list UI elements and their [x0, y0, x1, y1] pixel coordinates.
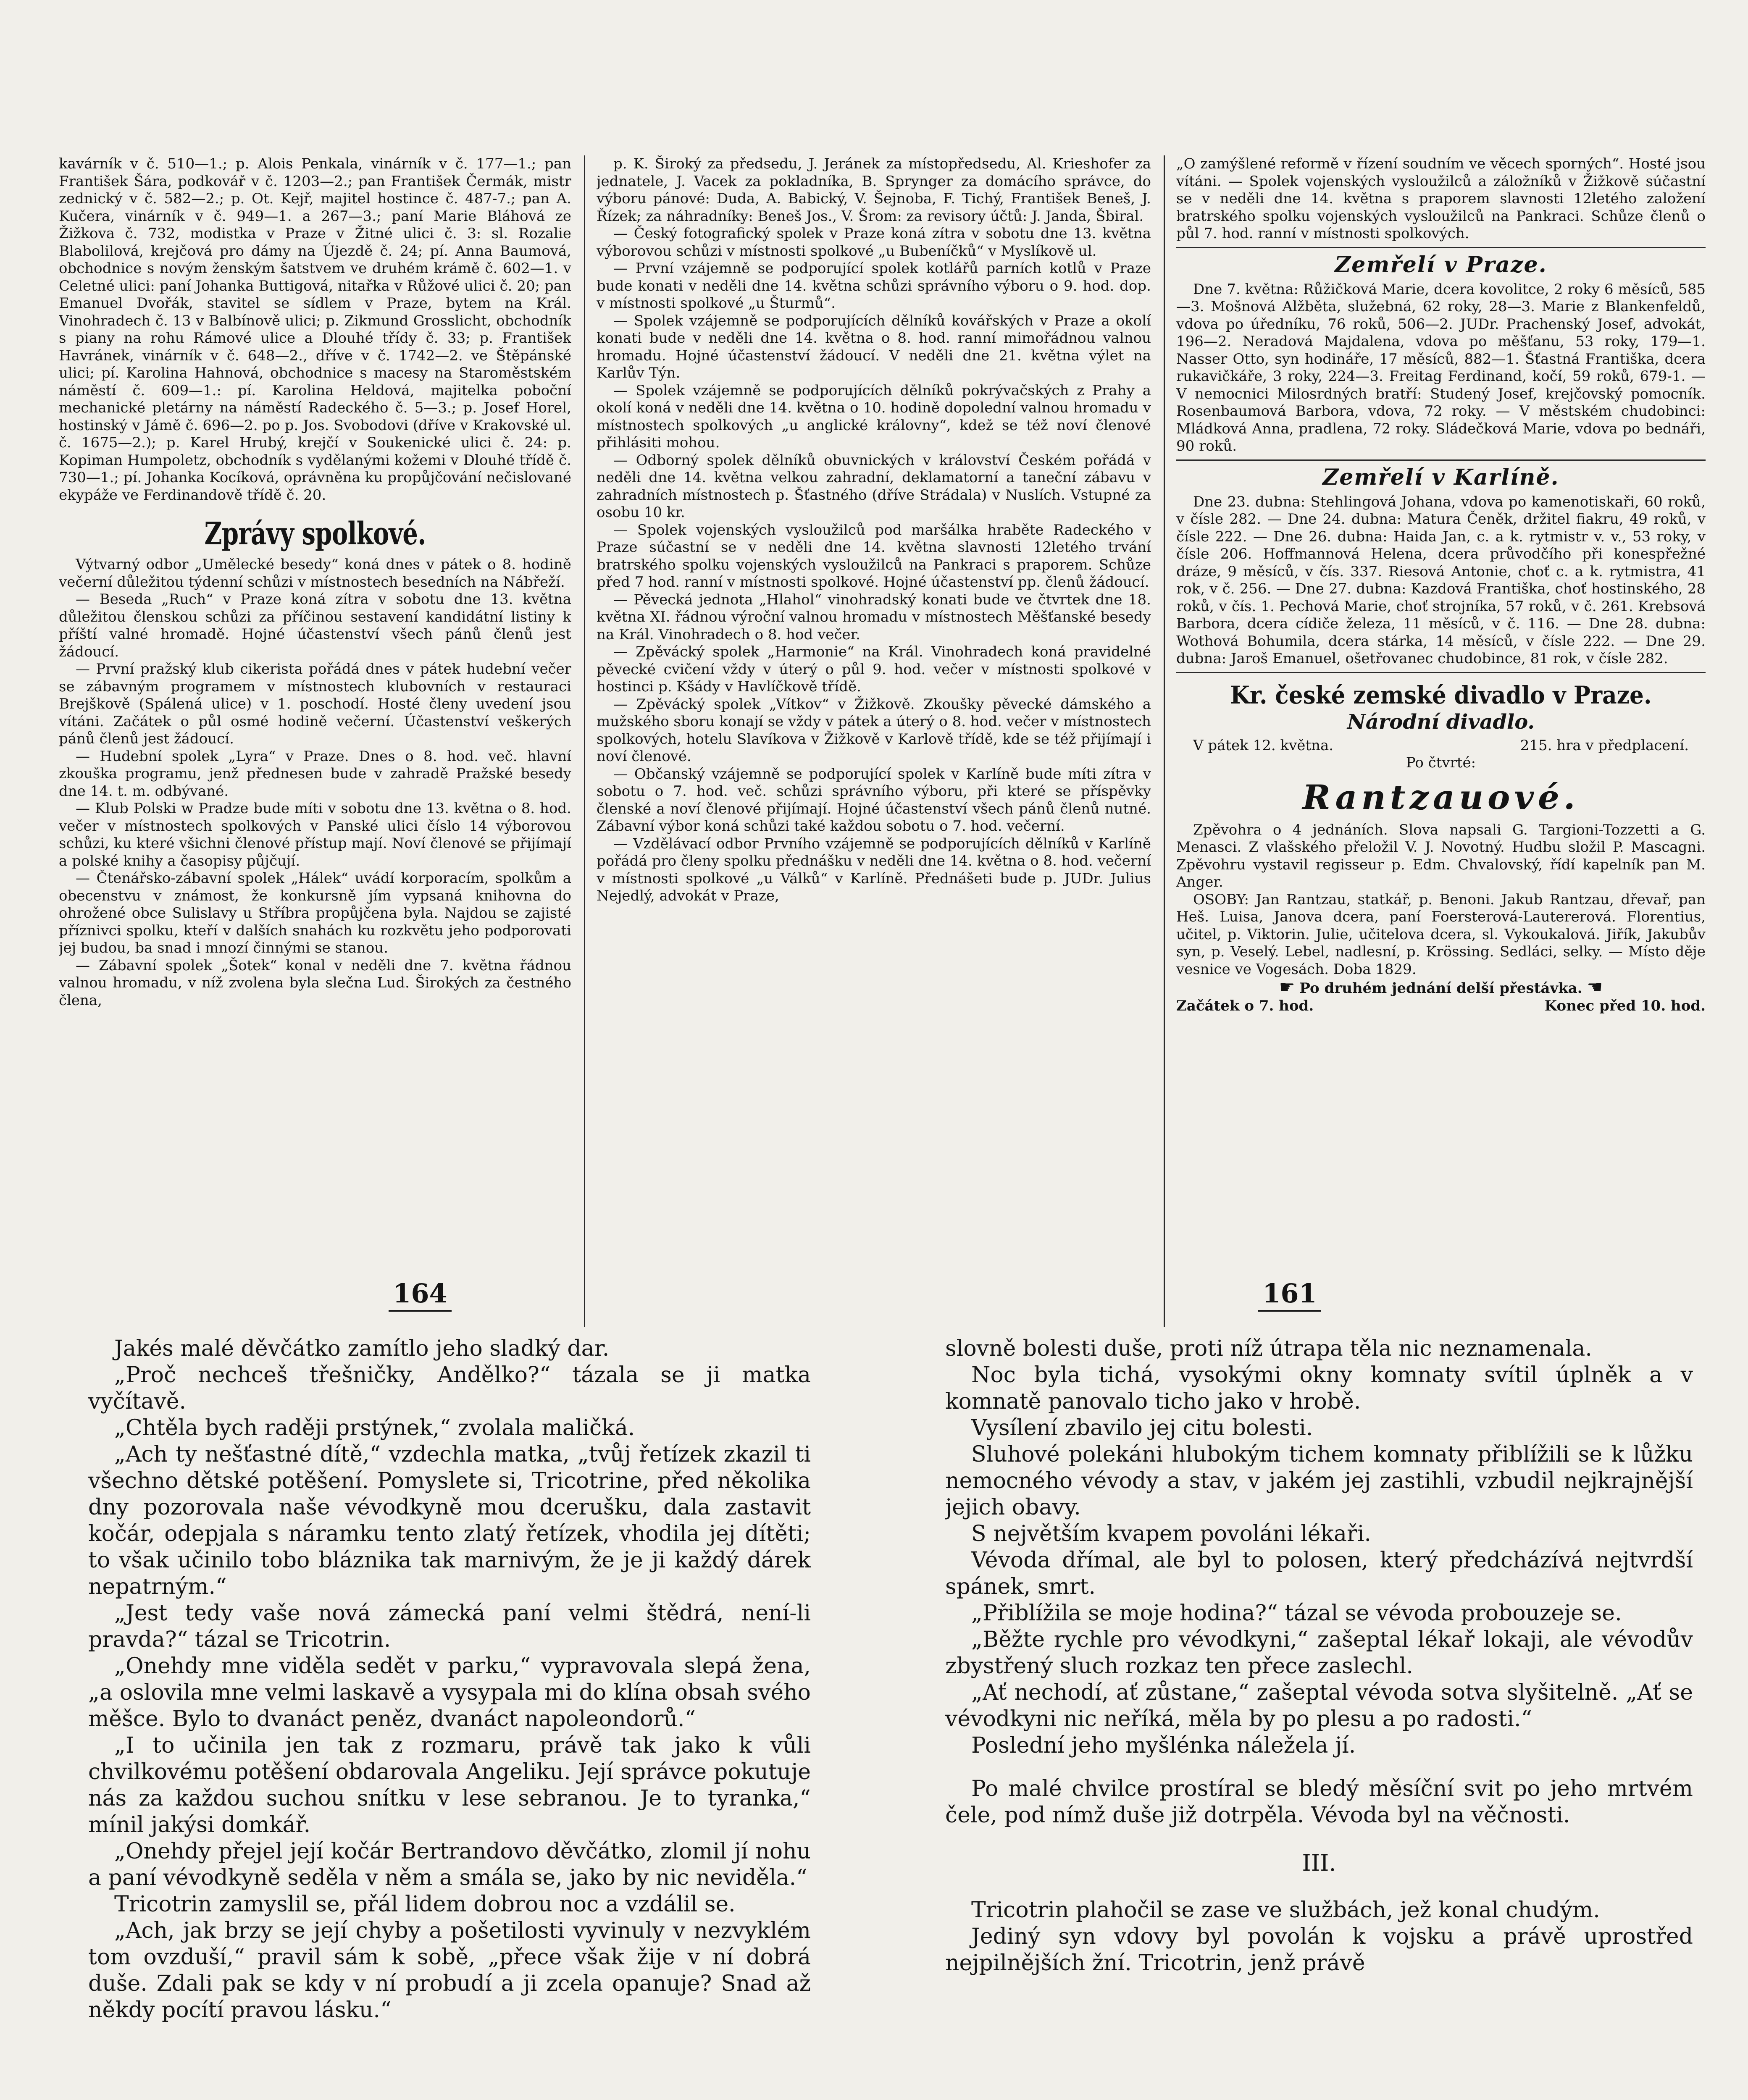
association-news-item: — Beseda „Ruch“ v Praze koná zítra v sobotu dne 13. května důležitou členskou schůzi za příčinou sestavení kandidátní listiny k příští valné hromadě. Hojné účastenství všech pánů členů jest žádoucí. [59, 591, 571, 660]
association-news-item: — Odborný spolek dělníků obuvnických v království Českém pořádá v neděli dne 14. května velkou zahradní, deklamatorní a taneční zábavu v zahradních místnostech p. Šťastného (dříve Strádala) v Nuslích. Vstupné za osobu 10 kr. [597, 452, 1151, 521]
page-number-underline [389, 1310, 452, 1312]
theatre-subtitle: Národní divadlo. [1347, 710, 1535, 734]
association-news-item: — Pěvecká jednota „Hlahol“ vinohradský konati bude ve čtvrtek dne 18. května XI. řádnou výroční valnou hromadu v místnostech Měšťanské besedy na Král. Vinohradech o 8. hod večer. [597, 591, 1151, 643]
association-news-item: — Zábavní spolek „Šotek“ konal v neděli dne 7. května řádnou valnou hromadu, v níž zvolena byla slečna Lud. Širokých za čestného člena, [59, 957, 571, 1009]
book-paragraph: „Ach, jak brzy se její chyby a pošetilosti vyvinuly v nezvyklém tom ovzduší,“ pravil sám k sobě, „přece však žije v ní dobrá duše. Zdali pak se kdy v ní probudí a ji zcela opanuje? Snad až někdy pocítí pravou lásku.“ [88, 1918, 811, 2023]
association-news-continued: „O zamýšlené reformě v řízení soudním ve věcech sporných“. Hosté jsou vítáni. — Spolek vojenských vysloužilců a záložníků v Žižkově súčastní se v neděli dne 14. května s praporem slavnosti 12letého založení bratrského spolku vojenských vysloužilců na Pankraci. Schůze členů o půl 7. hod. ranní v místnosti spolkových. [1176, 155, 1706, 242]
book-paragraph: „I to učinila jen tak z rozmaru, právě tak jako k vůli chvilkovému potěšení obdarovala Angeliku. Její správce pokutuje nás za každou suchou snítku v lese sebranou. Je to tyranka,“ mínil jakýsi domkář. [88, 1733, 811, 1838]
book-paragraph: Po malé chvilce prostíral se bledý měsíční svit po jeho mrtvém čele, pod nímž duše již dotrpěla. Vévoda byl na věčnosti. [945, 1776, 1693, 1828]
section-heading-spolkove: Zprávy spolkové. [204, 516, 426, 552]
book-paragraph: „Jest tedy vaše nová zámecká paní velmi štědrá, není-li pravda?“ tázal se Tricotrin. [88, 1601, 811, 1652]
book-page-right [945, 1336, 1693, 2100]
paragraph-gap [945, 1759, 1693, 1776]
book-paragraph: „Přiblížila se moje hodina?“ tázal se vévoda probouzeje se. [971, 1601, 1622, 1626]
book-paragraph: Jakés malé děvčátko zamítlo jeho sladký dar. [114, 1336, 610, 1361]
association-news-item: — První pražský klub cikerista pořádá dnes v pátek hudební večer se zábavným programem v místnostech klubovních v restauraci Brejškově (Spálená ulice) v 1. poschodí. Hosté členy uvedení jsou vítáni. Začátek o půl osmé hodině večerní. Účastenství veškerých pánů členů jest žádoucí. [59, 661, 571, 747]
book-paragraph: Jediný syn vdovy byl povolán k vojsku a právě uprostřed nejpilnějších žní. Tricotrin, jenž právě [945, 1924, 1693, 1976]
page-number-underline [1258, 1310, 1321, 1312]
trade-register-text: kavárník v č. 510—1.; p. Alois Penkala, vinárník v č. 177—1.; pan František Šára, podkovář v č. 1203—2.; pan František Čermák, mistr zednický v č. 582—2.; p. Ot. Kejř, majitel hostince č. 487-7.; pan A. Kučera, vinárník v č. 949—1. a 267—3.; paní Marie Bláhová ze Žižkova č. 732, modistka v Praze v Žitné ulici č. 3: sl. Rozalie Blabolilová, krejčová pro dámy na Újezdě č. 24; pí. Anna Baumová, obchodnice s novým ženským šatstvem ve druhém krámě č. 602—1. v Celetné ulici: paní Johanka Buttigová, nitařka v Růžové ulici č. 20; pan Emanuel Dvořák, stavitel se sídlem v Praze, bytem na Král. Vinohradech č. 13 v Balbínově ulici; p. Zikmund Grosslicht, obchodník s piany na rohu Rámové ulice a Dlouhé třídy č. 33; p. František Havránek, vinárník v č. 648—2., dříve v č. 1742—2. ve Štěpánské ulici; pí. Karolina Hahnová, obchodnice s macesy na Staroměstském náměstí č. 609—1.: pí. Karolina Heldová, majitelka poboční mechanické pletárny na náměstí Radeckého č. 5—3.; p. Josef Horel, hostinský v Jámě č. 696—2. po p. Jos. Svobodovi (dříve v Krakovské ul. č. 1675—2.); p. Karel Hrubý, krejčí v Soukenické ulici č. 24: p. Kopiman Humpoletz, obchodník s vydělanými kožemi v Dlouhé třídě č. 730—1.; pí. Johanka Kocíková, oprávněna ku propůjčování nečislované ekypáže ve Ferdinandově třídě č. 20. [59, 155, 571, 504]
horizontal-rule [1176, 247, 1706, 248]
book-paragraph: Noc byla tichá, vysokými okny komnaty svítil úplněk a v komnatě panovalo ticho jako v hrobě. [945, 1362, 1693, 1414]
book-paragraph: slovně bolesti duše, proti níž útrapa těla nic neznamenala. [945, 1336, 1592, 1361]
horizontal-rule [1176, 459, 1706, 461]
association-news-item: — Hudební spolek „Lyra“ v Praze. Dnes o 8. hod. več. hlavní zkouška programu, jenž přednesen bude v zahradě Pražské besedy dne 14. t. m. odbývané. [59, 748, 571, 800]
association-news-item: — Spolek vojenských vysloužilců pod maršálka hraběte Radeckého v Praze súčastní se v neděli dne 14. května slavnosti 12letého trvání bratrského spolku vojenských vysloužilců na Pankraci s praporem. Schůze před 7 hod. ranní v místnosti spolkové. Hojné účastenství pp. členů žádoucí. [597, 521, 1151, 591]
association-news-list [59, 556, 571, 1009]
book-page-left [88, 1336, 811, 2100]
association-news-item: Výtvarný odbor „Umělecké besedy“ koná dnes v pátek o 8. hodině večerní důležitou týdenní schůzi v místnostech besedních na Nábřeží. [59, 556, 571, 591]
book-paragraph: „Ach ty nešťastné dítě,“ vzdechla matka, „tvůj řetízek zkazil ti všechno dětské potěšení. Pomyslete si, Tricotrine, před několika dny pozorovala naše vévodkyně mou dcerušku, dala zastavit kočár, odepjala s náramku tento zlatý řetízek, vhodila jej dítěti; to však učinilo tobo bláznika tak marnivým, že je ji každý dárek nepatrným.“ [88, 1442, 811, 1599]
association-news-item: — Občanský vzájemně se podporující spolek v Karlíně bude míti zítra v sobotu o 7. hod. več. schůzi správního výboru, při které se příspěvky členské a noví členové přijímají. Hojné účastenství všech pánů členů nutné. Zábavní výbor koná schůzi také každou sobotu o 7. hod. večerní. [597, 765, 1151, 835]
news-column-2 [597, 155, 1151, 1327]
book-paragraph: „Proč nechceš třešničky, Andělko?“ tázala se ji matka vyčítavě. [88, 1362, 811, 1414]
association-news-item: p. K. Široký za předsedu, J. Jeránek za místopředsedu, Al. Krieshofer za jednatele, J. Vacek za pokladníka, B. Sprynger za domácího správce, do výboru pánové: Duda, A. Babický, V. Šejnoba, F. Tichý, František Beneš, J. Řízek; za náhradníky: Beneš Jos., V. Šrom: za revisory účtů: J. Janda, Šbiral. [597, 155, 1151, 225]
association-news-list-2 [597, 155, 1151, 905]
book-right-paragraphs-b [945, 1776, 1693, 1829]
horizontal-rule [1176, 672, 1706, 673]
deaths-karlin-text: Dne 23. dubna: Stehlingová Johana, vdova po kamenotiskaři, 60 roků, v čísle 282. — Dne 24. dubna: Matura Čeněk, držitel fiakru, 49 roků, v čísle 222. — Dne 26. dubna: Haida Jan, c. a k. rytmistr v. v., 53 roky, v čísle 206. Hoffmannová Helena, dcera průvodčího při konespřežné dráze, 9 měsíců, v čís. 337. Riesová Antonie, choť c. a k. rytmistra, 41 rok, v č. 256. — Dne 27. dubna: Kazdová Františka, choť hostinského, 28 roků, v čís. 1. Pechová Marie, choť strojníka, 57 roků, v č. 261. Krebsová Barbora, dcera cídiče železa, 11 měsíců, v č. 116. — Dne 28. dubna: Wothová Bohumila, dcera stárka, 14 měsíců, v čísle 222. — Dne 29. dubna: Jaroš Emanuel, ošetřovanec chudobince, 81 rok, v čísle 282. [1176, 493, 1706, 667]
deaths-prague-text: Dne 7. května: Růžičková Marie, dcera kovolitce, 2 roky 6 měsíců, 585—3. Mošnová Alžběta, služebná, 62 roky, 28—3. Marie z Blankenfeldů, vdova po úředníku, 76 roků, 506—2. JUDr. Prachenský Josef, advokát, 196—2. Neradová Majdalena, vdova po měšťanu, 53 roky, 179—1. Nasser Otto, syn hodináře, 17 měsíců, 882—1. Šťastná Františka, dcera rukavičkáře, 3 roky, 224—3. Freitag Ferdinand, kočí, 59 roků, 679-1. — V nemocnici Milosrdných bratří: Studený Josef, krejčovský pomocník. Rosenbaumová Barbora, vdova, 72 roky. — V městském chudobinci: Mládková Anna, pradlena, 72 roky. Sládečková Marie, vdova po bednáři, 90 roků. [1176, 281, 1706, 454]
pointing-hand-icon: ☛ [1279, 976, 1295, 997]
book-paragraph: Tricotrin plahočil se zase ve službách, jež konal chudým. [971, 1898, 1600, 1923]
news-column-1 [59, 155, 571, 1327]
book-paragraph: „Ať nechodí, ať zůstane,“ zašeptal vévoda sotva slyšitelně. „Ať se vévodkyni nic neříká, měla by po plesu a po radosti.“ [945, 1680, 1693, 1732]
book-paragraph: Vévoda dřímal, ale byl to polosen, který předcházívá nejtvrdší spánek, smrt. [945, 1548, 1693, 1599]
theatre-cast: OSOBY: Jan Rantzau, statkář, p. Benoni. Jakub Rantzau, dřevař, pan Heš. Luisa, Janova dcera, paní Foersterová-Lautererová. Florentius, učitel, p. Viktorin. Julie, učitelova dcera, sl. Vykoukalová. Jiřík, Jakubův syn, p. Veselý. Lebel, nadlesní, p. Krössing. Sedláci, selky. — Místo děje vesnice ve Vogesách. Doba 1829. [1176, 891, 1706, 978]
theatre-description: Zpěvohra o 4 jednáních. Slova napsali G. Targioni-Tozzetti a G. Menasci. Z vlašského přeložil V. J. Novotný. Hudbu složil P. Mascagni. Zpěvohru vystavil regisseur p. Edm. Chvalovský, řídí kapelník pan M. Anger. [1176, 821, 1706, 890]
book-paragraph: Tricotrin zamyslil se, přál lidem dobrou noc a vzdálil se. [114, 1892, 736, 1917]
theatre-play-title: Rantzauové. [1302, 777, 1580, 817]
pointing-hand-icon: ☚ [1587, 976, 1603, 997]
theatre-date: V pátek 12. května. [1193, 737, 1334, 754]
news-column-3 [1176, 155, 1706, 1327]
book-right-paragraphs-c [945, 1897, 1693, 1977]
association-news-item: — Čtenářsko-zábavní spolek „Hálek“ uvádí korporacím, spolkům a obecenstvu v známost, že konkursně jím vypsaná knihovna do ohrožené obce Sulislavy u Stříbra propůjčena byla. Najdou se zajisté příznivci spolku, kteří v dalších snahách ku rozkvětu jeho podporovati jej budou, ba snad i mnozí činnými se stanou. [59, 870, 571, 956]
association-news-item: — Klub Polski w Pradze bude míti v sobotu dne 13. května o 8. hod. večer v místnostech spolkových v Panské ulici číslo 14 výborovou schůzi, ku které všichni členové přístup mají. Noví členové se přijímají a polské knihy a časopisy půjčují. [59, 800, 571, 869]
left-page-number-text: 164 [393, 1278, 447, 1309]
book-paragraph: S největším kvapem povoláni lékaři. [971, 1521, 1372, 1546]
theatre-title: Kr. české zemské divadlo v Praze. [1230, 680, 1652, 709]
deaths-prague-heading: Zemřelí v Praze. [1335, 252, 1547, 278]
association-news-item: — Spolek vzájemně se podporujících dělníků kovářských v Praze a okolí konati bude v neděli dne 14. května o 8. hod. ranní mimořádnou valnou hromadu. Hojné účastenství žádoucí. V neděli dne 21. května výlet na Karlův Týn. [597, 312, 1151, 381]
theatre-pause: Po druhém jednání delší přestávka. [1299, 980, 1582, 997]
association-news-item: — Český fotografický spolek v Praze koná zítra v sobotu dne 13. května výborovou schůzi v místnosti spolkové „u Bubeníčků“ v Myslíkově ul. [597, 225, 1151, 260]
book-paragraph: „Onehdy přejel její kočár Bertrandovo děvčátko, zlomil jí nohu a paní vévodkyně seděla v něm a smála se, jako by nic neviděla.“ [88, 1839, 811, 1890]
right-page-number [1235, 1279, 1344, 1312]
association-news-item: — Vzdělávací odbor Prvního vzájemně se podporujících dělníků v Karlíně pořádá pro členy spolku přednášku v neděli dne 14. května o 8. hod. večerní v místnosti spolkové „u Válků“ v Karlíně. Přednášeti bude p. JUDr. Julius Nejedlý, advokát v Praze, [597, 835, 1151, 904]
association-news-item: — První vzájemně se podporující spolek kotlářů parních kotlů v Praze bude konati v neděli dne 14. května schůzi správního výboru o 9. hod. dop. v místnosti spolkové „u Šturmů“. [597, 260, 1151, 312]
book-paragraph: Poslední jeho myšlénka náležela jí. [971, 1733, 1356, 1758]
theatre-start: Začátek o 7. hod. [1176, 997, 1314, 1014]
deaths-karlin-heading: Zemřelí v Karlíně. [1322, 464, 1559, 490]
book-paragraph: „Běžte rychle pro vévodkyni,“ zašeptal lékař lokaji, ale vévodův zbystřený sluch rozkaz ten přece zaslechl. [945, 1627, 1693, 1679]
association-news-item: — Zpěvácký spolek „Harmonie“ na Král. Vinohradech koná pravidelné pěvecké cvičení vždy v úterý o půl 9. hod. večer v místnosti spolkové v hostinci p. Kšády v Havlíčkově třídě. [597, 643, 1151, 695]
chapter-number: III. [1302, 1850, 1336, 1876]
theatre-end: Konec před 10. hod. [1544, 997, 1706, 1014]
book-paragraph: „Onehdy mne viděla sedět v parku,“ vypravovala slepá žena, „a oslovila mne velmi laskavě a vysypala mi do klína obsah svého měšce. Bylo to dvanáct peněz, dvanáct napoleondorů.“ [88, 1654, 811, 1732]
book-paragraph: Sluhové polekáni hlubokým tichem komnaty přiblížili se k lůžku nemocného vévody a stav, v jakém jej zastihli, vzbudil nejkrajnější jejich obavy. [945, 1442, 1693, 1520]
newspaper-section [59, 155, 1706, 1327]
theatre-subscription: 215. hra v předplacení. [1520, 737, 1689, 754]
left-page-number [365, 1279, 475, 1312]
theatre-times-row [1176, 998, 1706, 1015]
association-news-item: — Zpěvácký spolek „Vítkov“ v Žižkově. Zkoušky pěvecké dámského a mužského sboru konají se vždy v pátek a úterý o 8. hod. večer v místnostech spolkových, hotelu Slavíkova v Žižkově v Karlově třídě, kde se též přijímají i noví členové. [597, 696, 1151, 765]
book-right-paragraphs-a [945, 1336, 1693, 1759]
column-divider [584, 155, 585, 1327]
association-news-item: — Spolek vzájemně se podporujících dělníků pokrývačských z Prahy a okolí koná v neděli dne 14. května o 10. hodině dopolední valnou hromadu v místnostech spolkových „u anglické královny“, kdež se též noví členové přihlásiti mohou. [597, 382, 1151, 451]
theatre-pause-row [1176, 978, 1706, 998]
theatre-repeat: Po čtvrté: [1406, 754, 1476, 771]
book-paragraph: Vysílení zbavilo jej citu bolesti. [971, 1415, 1313, 1441]
book-paragraph: „Chtěla bych raději prstýnek,“ zvolala maličká. [114, 1415, 635, 1441]
book-left-paragraphs [88, 1336, 811, 2024]
right-page-number-text: 161 [1262, 1278, 1317, 1309]
theatre-date-row [1176, 737, 1706, 755]
column-divider [1164, 155, 1165, 1327]
